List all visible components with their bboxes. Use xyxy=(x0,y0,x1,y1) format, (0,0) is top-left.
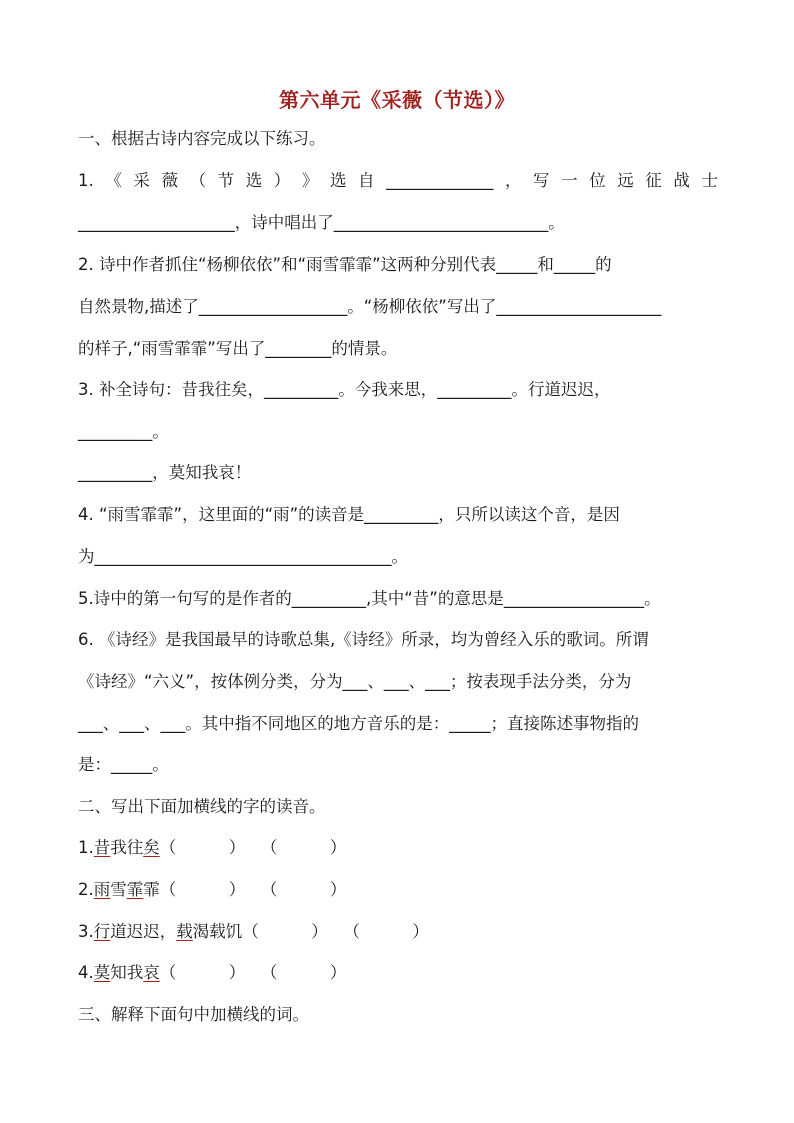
plain-text: 渴载饥 xyxy=(192,922,243,941)
q1-char: 1. xyxy=(78,171,94,190)
plain-text: 知我 xyxy=(110,963,144,982)
q1-char: 战 xyxy=(673,171,690,190)
q6-line1: 6. 《诗经》是我国最早的诗歌总集,《诗经》所录，均为曾经入乐的歌词。所谓 xyxy=(78,630,649,649)
underlined-char: 霏 xyxy=(126,880,144,899)
q6-line2: 《诗经》“六义”，按体例分类，分为___、___、___；按表现手法分类，分为 xyxy=(78,672,632,691)
q1-char: _____________ xyxy=(386,171,494,190)
q3-line2: _________。 xyxy=(78,422,169,441)
plain-text: 道迟迟， xyxy=(110,922,177,941)
q1-char: 写 xyxy=(533,171,550,190)
q1-char: ， xyxy=(504,171,522,190)
underlined-char: 行 xyxy=(93,922,111,941)
plain-text: 雪 xyxy=(110,880,127,899)
q1-char: 位 xyxy=(589,171,606,190)
section1-heading: 一、根据古诗内容完成以下练习。 xyxy=(78,129,326,148)
q1-char: 》 xyxy=(301,171,319,190)
item-number: 4. xyxy=(78,963,94,982)
page-title: 第六单元《采薇（节选）》 xyxy=(279,88,515,112)
q1-char: ） xyxy=(273,171,291,190)
item-number: 1. xyxy=(78,838,94,857)
q1-char: 节 xyxy=(217,171,235,190)
pron-item-3 xyxy=(78,920,718,944)
q4-line1: 4. “雨雪霏霏”，这里面的“雨”的读音是_________，只所以读这个音，是因 xyxy=(78,505,620,524)
underlined-char: 昔 xyxy=(93,838,111,857)
q1-char: 薇 xyxy=(161,171,178,190)
item-number: 2. xyxy=(78,880,94,899)
answer-blanks: （ ） （ ） xyxy=(159,880,347,899)
section2-heading: 二、写出下面加横线的字的读音。 xyxy=(78,797,326,816)
q1-char: 自 xyxy=(358,171,375,190)
plain-text: 我往 xyxy=(110,838,144,857)
answer-blanks: （ ） （ ） xyxy=(159,838,347,857)
q1-char: 征 xyxy=(645,171,662,190)
pron-item-1 xyxy=(78,836,718,860)
section3-heading: 三、解释下面句中加横线的词。 xyxy=(78,1005,309,1024)
q5-line1: 5.诗中的第一句写的是作者的_________,其中“昔”的意思是_________________。 xyxy=(78,589,661,608)
q1-char: （ xyxy=(189,171,207,190)
q1-char: 远 xyxy=(617,171,634,190)
underlined-char: 矣 xyxy=(143,838,160,857)
q1-char: 士 xyxy=(701,171,718,190)
q3-line3: _________，莫知我哀！ xyxy=(78,463,252,482)
q6-line3: ___、___、___。其中指不同地区的地方音乐的是：_____；直接陈述事物指的 xyxy=(78,714,639,733)
plain-text: 霏 xyxy=(143,880,160,899)
pron-item-2 xyxy=(78,878,718,902)
underlined-char: 雨 xyxy=(93,880,111,899)
q2-line3: 的样子,“雨雪霏霏”写出了________的情景。 xyxy=(78,339,398,358)
q1-char: 选 xyxy=(245,171,263,190)
pron-item-4 xyxy=(78,961,718,985)
q3-line1: 3. 补全诗句：昔我往矣，_________。今我来思，_________。行道迟迟， xyxy=(78,380,611,399)
q1-line2: ___________________，诗中唱出了__________________________。 xyxy=(78,213,565,232)
q2-line2: 自然景物,描述了__________________。“杨柳依依”写出了____________________ xyxy=(78,297,662,316)
q1-char: 采 xyxy=(133,171,150,190)
q4-line2: 为____________________________________。 xyxy=(78,547,408,566)
answer-blanks: （ ） （ ） xyxy=(242,922,429,941)
answer-blanks: （ ） （ ） xyxy=(159,963,347,982)
underlined-char: 哀 xyxy=(143,963,160,982)
q2-line1: 2. 诗中作者抓住“杨柳依依”和“雨雪霏霏”这两种分别代表_____和_____的 xyxy=(78,255,612,274)
q1-char: 《 xyxy=(105,171,122,190)
q1-line1 xyxy=(78,169,718,193)
q6-line4: 是：_____。 xyxy=(78,755,169,774)
item-number: 3. xyxy=(78,922,94,941)
q1-char: 选 xyxy=(329,171,347,190)
underlined-char: 莫 xyxy=(93,963,111,982)
q1-char: 一 xyxy=(561,171,578,190)
underlined-char: 载 xyxy=(176,922,193,941)
